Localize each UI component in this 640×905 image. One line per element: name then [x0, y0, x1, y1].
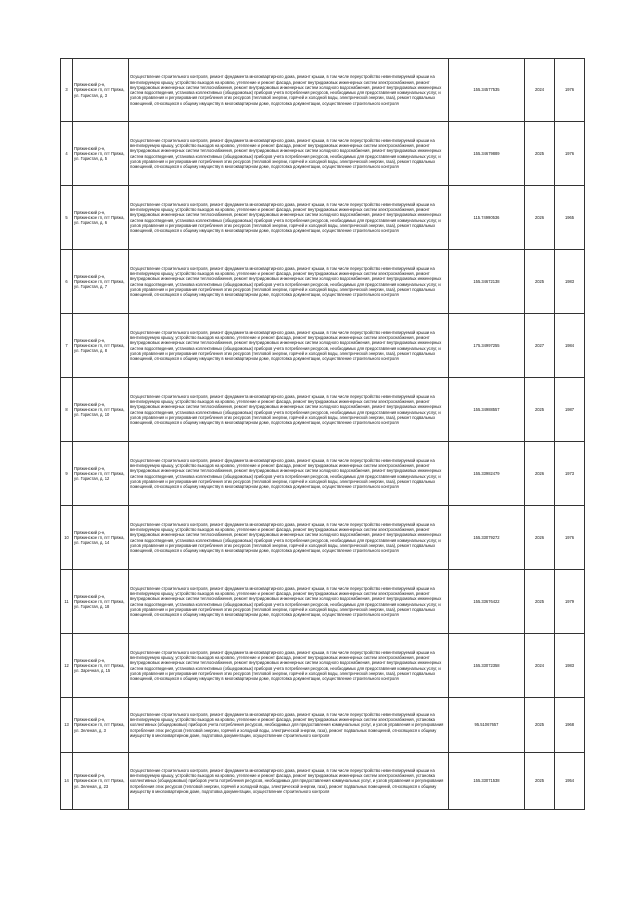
works-description-cell: Осуществление строительного контроля, ремонт фундамента многоквартирного дома, ремонт крыши, в том числе переустройство невентилируемой крыши на вентилируемую крышу, устройство выходов на кровлю, утепление и ремонт фасада, ремонт внутридомовых инженерных систем электроснабжения, ремонт внутридомовых инженерных систем теплоснабжения, ремонт внутридомовых инженерных систем холодного водоснабжения, ремонт внутридомовых инженерных систем водоотведения, установка коллективных (общедомовых) приборов учета потребления ресурсов, необходимых для предоставления коммунальных услуг, и узлов управления и регулирования потребления этих ресурсов (тепловой энергии, горячей и холодной воды, электрической энергии, газа), ремонт подвальных помещений, относящихся к общему имуществу в многоквартирном доме, подготовка документации, осуществление строительного контроля: [129, 186, 449, 250]
table-row: [61, 59, 585, 122]
works-description-cell: Осуществление строительного контроля, ремонт фундамента многоквартирного дома, ремонт крыши, в том числе переустройство невентилируемой крыши на вентилируемую крышу, устройство выходов на кровлю, утепление и ремонт фасада, ремонт внутридомовых инженерных систем электроснабжения, ремонт внутридомовых инженерных систем теплоснабжения, ремонт внутридомовых инженерных систем холодного водоснабжения, ремонт внутридомовых инженерных систем водоотведения, установка коллективных (общедомовых) приборов учета потребления ресурсов, необходимых для предоставления коммунальных услуг, и узлов управления и регулирования потребления этих ресурсов (тепловой энергии, горячей и холодной воды, электрической энергии, газа), ремонт подвальных помещений, относящихся к общему имуществу в многоквартирном доме, подготовка документации, осуществление строительного контроля: [129, 59, 449, 122]
construction-year-cell: 1984: [555, 314, 585, 378]
cost-cell: 115.74990536: [449, 186, 525, 250]
construction-year-cell: 1965: [555, 186, 585, 250]
works-description-cell: Осуществление строительного контроля, ремонт фундамента многоквартирного дома, ремонт крыши, в том числе переустройство невентилируемой крыши на вентилируемую крышу, устройство выходов на кровлю, утепление и ремонт фасада, ремонт внутридомовых инженерных систем электроснабжения, ремонт внутридомовых инженерных систем теплоснабжения, ремонт внутридомовых инженерных систем холодного водоснабжения, ремонт внутридомовых инженерных систем водоотведения, установка коллективных (общедомовых) приборов учета потребления ресурсов, необходимых для предоставления коммунальных услуг, и узлов управления и регулирования потребления этих ресурсов (тепловой энергии, горячей и холодной воды, электрической энергии, газа), ремонт подвальных помещений, относящихся к общему имуществу в многоквартирном доме, подготовка документации, осуществление строительного контроля: [129, 442, 449, 506]
address-cell: Пряжинский р-н, Пряжинское гп, пгт Пряжа, ул. Гористая, д. 14: [73, 506, 129, 570]
construction-year-cell: 1976: [555, 506, 585, 570]
works-description-cell: Осуществление строительного контроля, ремонт фундамента многоквартирного дома, ремонт крыши, в том числе переустройство невентилируемой крыши на вентилируемую крышу, устройство выходов на кровлю, утепление и ремонт фасада, ремонт внутридомовых инженерных систем электроснабжения, ремонт внутридомовых инженерных систем теплоснабжения, ремонт внутридомовых инженерных систем холодного водоснабжения, ремонт внутридомовых инженерных систем водоотведения, установка коллективных (общедомовых) приборов учета потребления ресурсов, необходимых для предоставления коммунальных услуг, и узлов управления и регулирования потребления этих ресурсов (тепловой энергии, горячей и холодной воды, электрической энергии, газа), ремонт подвальных помещений, относящихся к общему имуществу в многоквартирном доме, подготовка документации, осуществление строительного контроля: [129, 634, 449, 698]
table-row: [61, 122, 585, 186]
table-row: [61, 186, 585, 250]
planned-year-cell: 2024: [525, 634, 555, 698]
construction-year-cell: 1976: [555, 59, 585, 122]
construction-year-cell: 1983: [555, 250, 585, 314]
row-number: 13: [61, 698, 73, 753]
table-row: [61, 570, 585, 634]
table-row: [61, 698, 585, 753]
row-number: 5: [61, 186, 73, 250]
planned-year-cell: 2025: [525, 250, 555, 314]
works-description-cell: Осуществление строительного контроля, ремонт фундамента многоквартирного дома, ремонт крыши, в том числе переустройство невентилируемой крыши на вентилируемую крышу, устройство выходов на кровлю, утепление и ремонт фасада, ремонт внутридомовых инженерных систем электроснабжения, ремонт внутридомовых инженерных систем теплоснабжения, ремонт внутридомовых инженерных систем холодного водоснабжения, ремонт внутридомовых инженерных систем водоотведения, установка коллективных (общедомовых) приборов учета потребления ресурсов, необходимых для предоставления коммунальных услуг, и узлов управления и регулирования потребления этих ресурсов (тепловой энергии, горячей и холодной воды, электрической энергии, газа), ремонт подвальных помещений, относящихся к общему имуществу в многоквартирном доме, подготовка документации, осуществление строительного контроля: [129, 314, 449, 378]
construction-year-cell: 1976: [555, 122, 585, 186]
cost-cell: 155.34988557: [449, 378, 525, 442]
table-row: [61, 378, 585, 442]
address-cell: Пряжинский р-н, Пряжинское гп, пгт Пряжа, ул. Заречная, д. 15: [73, 634, 129, 698]
planned-year-cell: 2026: [525, 186, 555, 250]
planned-year-cell: 2026: [525, 442, 555, 506]
construction-year-cell: 1987: [555, 378, 585, 442]
works-description-cell: Осуществление строительного контроля, ремонт фундамента многоквартирного дома, ремонт крыши, в том числе переустройство невентилируемой крыши на вентилируемую крышу, устройство выходов на кровлю, утепление и ремонт фасада, ремонт внутридомовых инженерных систем электроснабжения, ремонт внутридомовых инженерных систем теплоснабжения, ремонт внутридомовых инженерных систем холодного водоснабжения, ремонт внутридомовых инженерных систем водоотведения, установка коллективных (общедомовых) приборов учета потребления ресурсов, необходимых для предоставления коммунальных услуг, и узлов управления и регулирования потребления этих ресурсов (тепловой энергии, горячей и холодной воды, электрической энергии, газа), ремонт подвальных помещений, относящихся к общему имуществу в многоквартирном доме, подготовка документации, осуществление строительного контроля: [129, 378, 449, 442]
cost-cell: 175.34997255: [449, 314, 525, 378]
row-number: 8: [61, 378, 73, 442]
address-cell: Пряжинский р-н, Пряжинское гп, пгт Пряжа, ул. Гористая, д. 8: [73, 314, 129, 378]
cost-cell: 155.34577535: [449, 59, 525, 122]
works-description-cell: Осуществление строительного контроля, ремонт фундамента многоквартирного дома, ремонт крыши, в том числе переустройство невентилируемой крыши на вентилируемую крышу, устройство выходов на кровлю, утепление и ремонт фасада, ремонт внутридомовых инженерных систем электроснабжения, ремонт внутридомовых инженерных систем теплоснабжения, ремонт внутридомовых инженерных систем холодного водоснабжения, ремонт внутридомовых инженерных систем водоотведения, установка коллективных (общедомовых) приборов учета потребления ресурсов, необходимых для предоставления коммунальных услуг, и узлов управления и регулирования потребления этих ресурсов (тепловой энергии, горячей и холодной воды, электрической энергии, газа), ремонт подвальных помещений, относящихся к общему имуществу в многоквартирном доме, подготовка документации, осуществление строительного контроля: [129, 570, 449, 634]
row-number: 12: [61, 634, 73, 698]
construction-year-cell: 1983: [555, 634, 585, 698]
address-cell: Пряжинский р-н, Пряжинское гп, пгт Пряжа, ул. Зеленая, д. 3: [73, 698, 129, 753]
row-number: 7: [61, 314, 73, 378]
cost-cell: 155.33072358: [449, 634, 525, 698]
row-number: 6: [61, 250, 73, 314]
works-description-cell: Осуществление строительного контроля, ремонт фундамента многоквартирного дома, ремонт крыши, в том числе переустройство невентилируемой крыши на вентилируемую крышу, устройство выходов на кровлю, утепление и ремонт фасада, ремонт внутридомовых инженерных систем электроснабжения, установка коллективных (общедомовых) приборов учета потребления ресурсов, необходимых для предоставления коммунальных услуг, и узлов управления и регулирования потребления этих ресурсов (тепловой энергии, горячей и холодной воды, электрической энергии, газа), ремонт подвальных помещений, относящихся к общему имуществу в многоквартирном доме, подготовка документации, осуществление строительного контроля: [129, 753, 449, 810]
row-number: 11: [61, 570, 73, 634]
table-row: [61, 506, 585, 570]
cost-cell: 155.33676422: [449, 570, 525, 634]
row-number: 10: [61, 506, 73, 570]
row-number: 9: [61, 442, 73, 506]
construction-year-cell: 1973: [555, 442, 585, 506]
construction-year-cell: 1954: [555, 753, 585, 810]
capital-repair-table: [60, 58, 585, 810]
address-cell: Пряжинский р-н, Пряжинское гп, пгт Пряжа, ул. Зеленая, д. 23: [73, 753, 129, 810]
construction-year-cell: 1979: [555, 570, 585, 634]
address-cell: Пряжинский р-н, Пряжинское гп, пгт Пряжа, ул. Гористая, д. 18: [73, 570, 129, 634]
address-cell: Пряжинский р-н, Пряжинское гп, пгт Пряжа, ул. Гористая, д. 7: [73, 250, 129, 314]
table-row: [61, 634, 585, 698]
table-row: [61, 250, 585, 314]
works-description-cell: Осуществление строительного контроля, ремонт фундамента многоквартирного дома, ремонт крыши, в том числе переустройство невентилируемой крыши на вентилируемую крышу, устройство выходов на кровлю, утепление и ремонт фасада, ремонт внутридомовых инженерных систем электроснабжения, установка коллективных (общедомовых) приборов учета потребления ресурсов, необходимых для предоставления коммунальных услуг, и узлов управления и регулирования потребления этих ресурсов (тепловой энергии, горячей и холодной воды, электрической энергии, газа), ремонт подвальных помещений, относящихся к общему имуществу в многоквартирном доме, подготовка документации, осуществление строительного контроля: [129, 698, 449, 753]
row-number: 4: [61, 122, 73, 186]
address-cell: Пряжинский р-н, Пряжинское гп, пгт Пряжа, ул. Гористая, д. 5: [73, 122, 129, 186]
cost-cell: 95.51067657: [449, 698, 525, 753]
table-row: [61, 442, 585, 506]
address-cell: Пряжинский р-н, Пряжинское гп, пгт Пряжа, ул. Гористая, д. 10: [73, 378, 129, 442]
table-row: [61, 753, 585, 810]
planned-year-cell: 2025: [525, 698, 555, 753]
table-body: [61, 59, 585, 810]
address-cell: Пряжинский р-н, Пряжинское гп, пгт Пряжа, ул. Гористая, д. 6: [73, 186, 129, 250]
planned-year-cell: 2025: [525, 753, 555, 810]
table-row: [61, 314, 585, 378]
works-description-cell: Осуществление строительного контроля, ремонт фундамента многоквартирного дома, ремонт крыши, в том числе переустройство невентилируемой крыши на вентилируемую крышу, устройство выходов на кровлю, утепление и ремонт фасада, ремонт внутридомовых инженерных систем электроснабжения, ремонт внутридомовых инженерных систем теплоснабжения, ремонт внутридомовых инженерных систем холодного водоснабжения, ремонт внутридомовых инженерных систем водоотведения, установка коллективных (общедомовых) приборов учета потребления ресурсов, необходимых для предоставления коммунальных услуг, и узлов управления и регулирования потребления этих ресурсов (тепловой энергии, горячей и холодной воды, электрической энергии, газа), ремонт подвальных помещений, относящихся к общему имуществу в многоквартирном доме, подготовка документации, осуществление строительного контроля: [129, 122, 449, 186]
address-cell: Пряжинский р-н, Пряжинское гп, пгт Пряжа, ул. Гористая, д. 3: [73, 59, 129, 122]
planned-year-cell: 2025: [525, 570, 555, 634]
works-description-cell: Осуществление строительного контроля, ремонт фундамента многоквартирного дома, ремонт крыши, в том числе переустройство невентилируемой крыши на вентилируемую крышу, устройство выходов на кровлю, утепление и ремонт фасада, ремонт внутридомовых инженерных систем электроснабжения, ремонт внутридомовых инженерных систем теплоснабжения, ремонт внутридомовых инженерных систем холодного водоснабжения, ремонт внутридомовых инженерных систем водоотведения, установка коллективных (общедомовых) приборов учета потребления ресурсов, необходимых для предоставления коммунальных услуг, и узлов управления и регулирования потребления этих ресурсов (тепловой энергии, горячей и холодной воды, электрической энергии, газа), ремонт подвальных помещений, относящихся к общему имуществу в многоквартирном доме, подготовка документации, осуществление строительного контроля: [129, 506, 449, 570]
construction-year-cell: 1968: [555, 698, 585, 753]
cost-cell: 155.33982479: [449, 442, 525, 506]
cost-cell: 155.34679889: [449, 122, 525, 186]
planned-year-cell: 2024: [525, 59, 555, 122]
row-number: 3: [61, 59, 73, 122]
works-description-cell: Осуществление строительного контроля, ремонт фундамента многоквартирного дома, ремонт крыши, в том числе переустройство невентилируемой крыши на вентилируемую крышу, устройство выходов на кровлю, утепление и ремонт фасада, ремонт внутридомовых инженерных систем электроснабжения, ремонт внутридомовых инженерных систем теплоснабжения, ремонт внутридомовых инженерных систем холодного водоснабжения, ремонт внутридомовых инженерных систем водоотведения, установка коллективных (общедомовых) приборов учета потребления ресурсов, необходимых для предоставления коммунальных услуг, и узлов управления и регулирования потребления этих ресурсов (тепловой энергии, горячей и холодной воды, электрической энергии, газа), ремонт подвальных помещений, относящихся к общему имуществу в многоквартирном доме, подготовка документации, осуществление строительного контроля: [129, 250, 449, 314]
cost-cell: 155.33079272: [449, 506, 525, 570]
planned-year-cell: 2027: [525, 314, 555, 378]
planned-year-cell: 2026: [525, 506, 555, 570]
cost-cell: 155.34672138: [449, 250, 525, 314]
cost-cell: 155.33071538: [449, 753, 525, 810]
row-number: 14: [61, 753, 73, 810]
planned-year-cell: 2025: [525, 122, 555, 186]
address-cell: Пряжинский р-н, Пряжинское гп, пгт Пряжа, ул. Гористая, д. 12: [73, 442, 129, 506]
planned-year-cell: 2025: [525, 378, 555, 442]
